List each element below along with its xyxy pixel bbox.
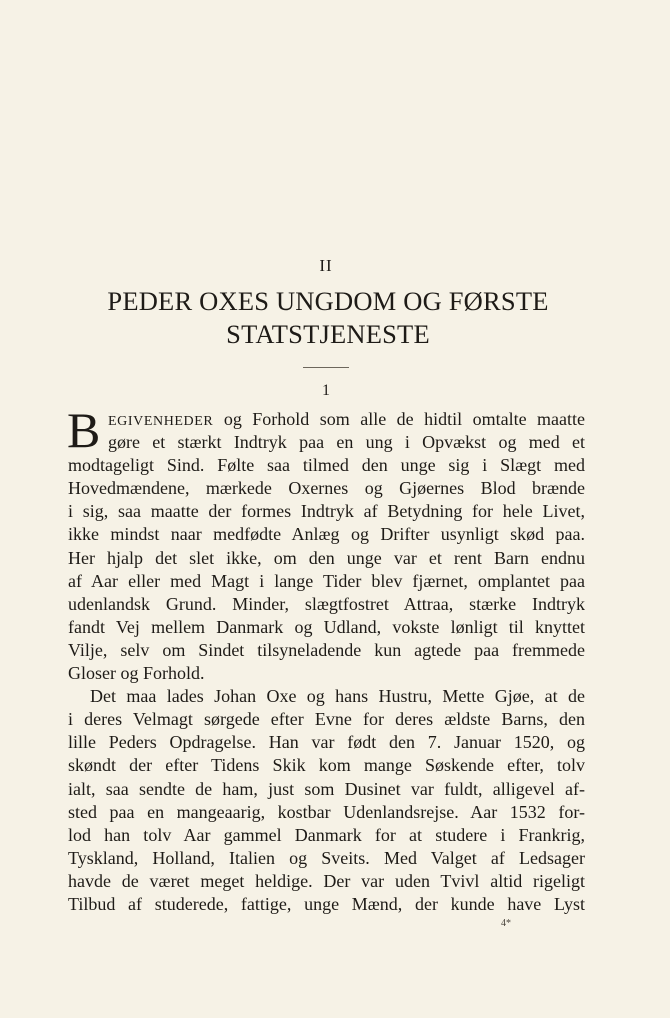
text-line: ikke mindst naar medfødte Anlæg og Drifter usynligt skød paa. [68, 524, 585, 545]
text-line: Vilje, selv om Sindet tilsyneladende kun agtede paa fremmede [68, 639, 585, 660]
section-number: 1 [322, 382, 330, 399]
text-line: Det maa lades Johan Oxe og hans Hustru, Mette Gjøe, at de [90, 686, 585, 707]
chapter-title-line-1: PEDER OXES UNGDOM OG FØRSTE [107, 286, 549, 316]
smallcaps-word: EGIVENHEDER [108, 414, 214, 429]
text-line: Hovedmændene, mærkede Oxernes og Gjøernes Blod brænde [68, 478, 585, 499]
text-line: havde de været meget heldige. Der var uden Tvivl altid rigeligt [68, 870, 585, 891]
text-line: af Aar eller med Magt i lange Tider blev fjærnet, omplantet paa [68, 570, 585, 591]
chapter-title-line-2: STATSTJENESTE [226, 319, 430, 349]
text-line: Her hjalp det slet ikke, om den unge var et rent Barn endnu [68, 547, 585, 568]
text-line: modtageligt Sind. Følte saa tilmed den unge sig i Slægt med [68, 455, 585, 476]
text-line: fandt Vej mellem Danmark og Udland, vokste lønligt til knyttet [68, 616, 585, 637]
text-line: gøre et stærkt Indtryk paa en ung i Opvækst og med et [108, 432, 585, 453]
text-line: skøndt der efter Tidens Skik kom mange Søskende efter, tolv [68, 755, 585, 776]
text-line: sted paa en mangeaarig, kostbar Udenlandsrejse. Aar 1532 for- [68, 801, 585, 822]
text-line: udenlandsk Grund. Minder, slægtfostret Attraa, stærke Indtryk [68, 593, 585, 614]
text-line: i sig, saa maatte der formes Indtryk af Betydning for hele Livet, [68, 501, 585, 522]
text-line: Gloser og Forhold. [68, 663, 205, 684]
text-line: EGIVENHEDER og Forhold som alle de hidtil omtalte maatte [108, 409, 585, 429]
text-line: i deres Velmagt sørgede efter Evne for deres ældste Barns, den [68, 709, 585, 730]
text-line: ialt, saa sendte de ham, just som Dusinet var fuldt, alligevel af- [68, 778, 585, 799]
signature-mark: 4* [501, 918, 511, 929]
chapter-title [60, 285, 596, 351]
title-divider [303, 367, 349, 368]
text-line: Tyskland, Holland, Italien og Sveits. Med Valget af Ledsager [68, 847, 585, 868]
text-line: lille Peders Opdragelse. Han var født den 7. Januar 1520, og [68, 732, 585, 753]
text-line: Tilbud af studerede, fattige, unge Mænd, der kunde have Lyst [68, 893, 585, 914]
text-line: lod han tolv Aar gammel Danmark for at studere i Frankrig, [68, 824, 585, 845]
chapter-number: II [319, 256, 333, 275]
body-text [67, 402, 585, 916]
drop-cap: B [67, 402, 101, 458]
